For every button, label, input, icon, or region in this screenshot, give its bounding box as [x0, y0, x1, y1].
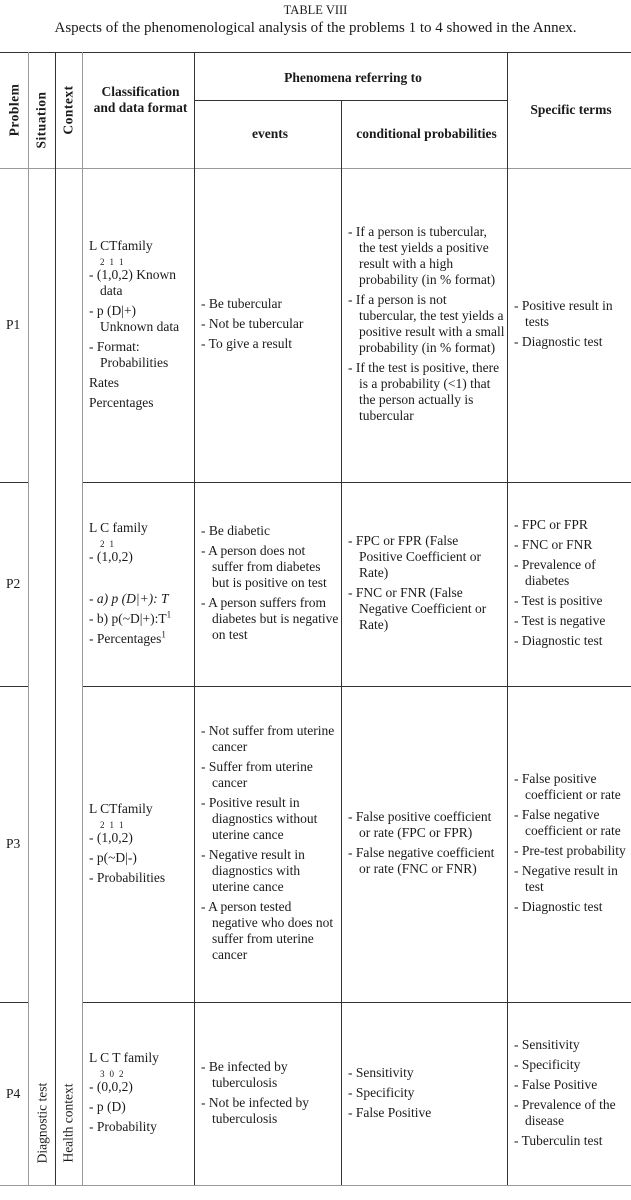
class-family: L C family: [89, 519, 148, 535]
specific-item: - Prevalence of the disease: [514, 1097, 628, 1129]
class-item: - Format: Probabilities: [89, 339, 192, 371]
specific-item: - Prevalence of diabetes: [514, 557, 628, 589]
specific-item: - False positive coefficient or rate: [514, 771, 628, 803]
class-family: L CTfamily: [89, 237, 153, 253]
conditional-item: - FNC or FNR (False Negative Coefficient or Rate): [348, 585, 505, 633]
event-item: - A person tested negative who does not suffer from uterine cancer: [201, 899, 339, 963]
situation-value: Diagnostic test: [34, 1082, 49, 1163]
problem-cell: P3: [6, 836, 21, 851]
table-bottom-border: [0, 1185, 631, 1186]
table-title: Aspects of the phenomenological analysis of the problems 1 to 4 showed in the Annex.: [54, 20, 577, 36]
specific-item: - FNC or FNR: [514, 537, 628, 553]
classification-cell: [83, 686, 195, 1002]
specific-item: - Negative result in test: [514, 863, 628, 895]
class-superscripts: 2 1: [100, 538, 114, 549]
events-cell: [195, 482, 342, 686]
classification-cell: [83, 1002, 195, 1185]
event-item: - Not be tubercular: [201, 316, 339, 332]
class-superscripts: 2 1 1: [100, 256, 124, 267]
header-classification: Classification and data format: [93, 84, 188, 115]
problem-cell: P4: [6, 1085, 21, 1101]
events-cell: [195, 1002, 342, 1185]
conditional-item: - If a person is not tubercular, the test yields a positive result with a small probability (in % format): [348, 292, 505, 356]
specific-item: - Positive result in tests: [514, 298, 628, 330]
class-item: Rates: [89, 374, 119, 390]
specific-item: - Test is negative: [514, 613, 628, 629]
class-item: - p(~D|-): [89, 850, 192, 866]
conditional-cell: [342, 168, 508, 482]
class-item: Percentages: [89, 394, 154, 410]
conditional-item: - False positive coefficient or rate (FPC or FPR): [348, 809, 505, 841]
class-item: - Probabilities: [89, 870, 192, 886]
specific-item: - False Positive: [514, 1077, 628, 1093]
conditional-cell: [342, 482, 508, 686]
specific-item: - Test is positive: [514, 593, 628, 609]
event-item: - Be diabetic: [201, 523, 339, 539]
class-item: - b) $p(\sim D|+):T^1$: [89, 611, 192, 627]
conditional-item: - If a person is tubercular, the test yields a positive result with a high probability (in % format): [348, 224, 505, 288]
class-superscripts: 3 0 2: [100, 1069, 124, 1079]
event-item: - Not suffer from uterine cancer: [201, 723, 339, 755]
event-item: - Be infected by tuberculosis: [201, 1059, 339, 1091]
problem-cell: P1: [6, 317, 21, 332]
header-specific-terms: Specific terms: [530, 102, 612, 117]
conditional-item: - Specificity: [348, 1085, 505, 1101]
header-conditional: conditional probabilities: [356, 126, 497, 141]
specific-cell: [508, 1002, 631, 1185]
header-problem: Problem: [6, 83, 22, 137]
header-phenomena: Phenomena referring to: [284, 70, 422, 85]
class-tuple: - (0,0,2): [89, 1079, 192, 1095]
specific-item: - Diagnostic test: [514, 334, 628, 350]
conditional-item: - False Positive: [348, 1105, 505, 1121]
events-cell: [195, 686, 342, 1002]
events-cell: [195, 168, 342, 482]
header-situation: Situation: [34, 91, 49, 149]
class-item: - p (D|+) Unknown data: [89, 303, 192, 335]
event-item: - A person suffers from diabetes but is negative on test: [201, 595, 339, 643]
event-item: - To give a result: [201, 336, 339, 352]
class-family: L CTfamily: [89, 800, 153, 816]
class-item: - p (D): [89, 1099, 192, 1115]
specific-cell: [508, 686, 631, 1002]
conditional-cell: [342, 1002, 508, 1185]
class-family: L C T family: [89, 1050, 159, 1065]
column-divider: [55, 52, 56, 1185]
event-item: - Suffer from uterine cancer: [201, 759, 339, 791]
specific-item: - Diagnostic test: [514, 899, 628, 915]
event-item: - Positive result in diagnostics without uterine cance: [201, 795, 339, 843]
conditional-item: - If the test is positive, there is a probability (<1) that the person actually is tubercular: [348, 360, 505, 424]
specific-item: - Specificity: [514, 1057, 628, 1073]
class-tuple: - (1,0,2): [89, 549, 192, 565]
conditional-item: - False negative coefficient or rate (FNC or FNR): [348, 845, 505, 877]
event-item: - A person does not suffer from diabetes but is positive on test: [201, 543, 339, 591]
conditional-cell: [342, 686, 508, 1002]
class-tuple: - (1,0,2) Known data: [89, 267, 192, 299]
classification-cell: [83, 482, 195, 686]
class-item: - a) p (D|+): T: [89, 591, 192, 607]
conditional-item: - Sensitivity: [348, 1065, 505, 1081]
event-item: - Not be infected by tuberculosis: [201, 1095, 339, 1127]
event-item: - Be tubercular: [201, 296, 339, 312]
specific-item: - Sensitivity: [514, 1037, 628, 1053]
header-events: events: [252, 126, 288, 141]
event-item: - Negative result in diagnostics with uterine cance: [201, 847, 339, 895]
specific-cell: [508, 482, 631, 686]
conditional-item: - FPC or FPR (False Positive Coefficient or Rate): [348, 533, 505, 581]
header-context: Context: [61, 85, 76, 135]
specific-item: - Tuberculin test: [514, 1133, 628, 1149]
problem-cell: P2: [6, 576, 21, 591]
specific-item: - Pre-test probability: [514, 843, 628, 859]
class-item: - Percentages$^1$: [89, 631, 192, 647]
class-item: - Probability: [89, 1119, 192, 1135]
context-value: Health context: [61, 1082, 77, 1163]
table-number: TABLE VIII: [283, 3, 348, 17]
specific-item: - FPC or FPR: [514, 517, 628, 533]
specific-cell: [508, 168, 631, 482]
class-tuple: - (1,0,2): [89, 830, 192, 846]
classification-cell: [83, 168, 195, 482]
specific-item: - Diagnostic test: [514, 633, 628, 649]
specific-item: - False negative coefficient or rate: [514, 807, 628, 839]
class-superscripts: 2 1 1: [100, 819, 124, 830]
